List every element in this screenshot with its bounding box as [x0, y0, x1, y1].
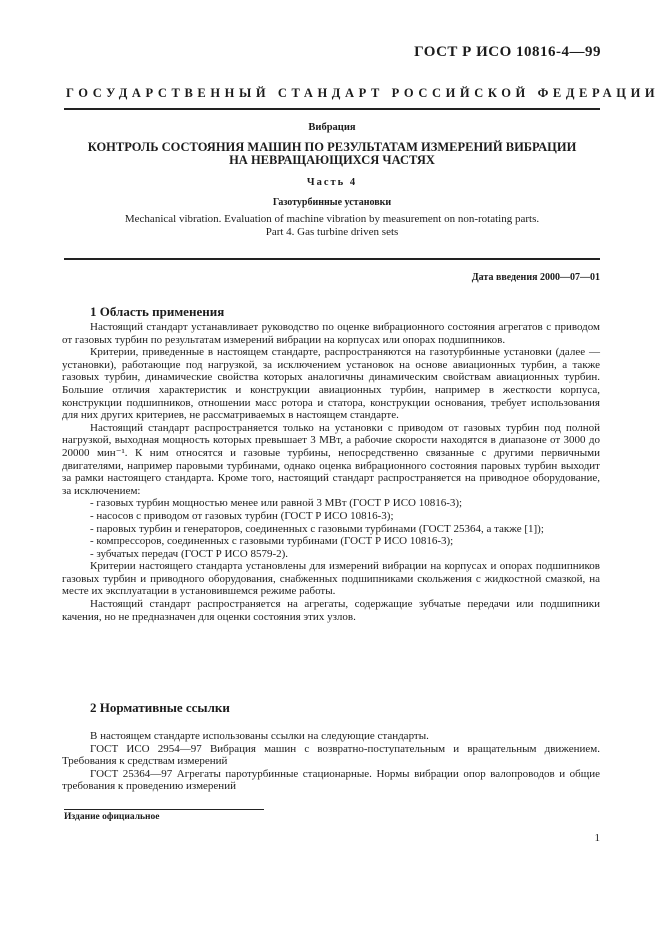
english-title-line-1: Mechanical vibration. Evaluation of machine vibration by measurement on non-rotating parts.	[124, 213, 540, 225]
page-number: 1	[594, 832, 600, 844]
part-number: Часть 4	[306, 177, 358, 188]
paragraph: В настоящем стандарте использованы ссылки на следующие стандарты.	[90, 730, 429, 742]
section-2-body	[62, 730, 600, 793]
paragraph: Критерии настоящего стандарта установлены для измерений вибрации на корпусах и опорах подшипников газовых турбин и приводного оборудования, снабженных подшипниками скольжения с жидкостной смазкой, на месте их эксплуатации в установившемся режиме работы.	[62, 560, 600, 598]
footer-rule	[64, 809, 264, 810]
section-2-heading: 2 Нормативные ссылки	[90, 700, 230, 715]
main-title-line-2: НА НЕВРАЩАЮЩИХСЯ ЧАСТЯХ	[229, 153, 435, 167]
section-1-heading: 1 Область применения	[90, 304, 225, 319]
paragraph: Критерии, приведенные в настоящем стандарте, распространяются на газотурбинные установки (далее — установки), работающие под нагрузкой, за исключением установок на основе авиационных турбин, а также газовых турбин, динамические свойства которых аналогичны динамическим свойствам авиационных турбин. Большие отличия характеристик и конструкции авиационных турбин, например в жесткости корпуса, конструкции подшипников, отношении масс ротора и статора, конструкции основания, требует использования для них других критериев, не рассматриваемых в настоящем стандарте.	[62, 346, 600, 422]
title-rule	[64, 258, 600, 260]
paragraph: ГОСТ ИСО 2954—97 Вибрация машин с возвратно-поступательным и вращательным движением. Требования к средствам измерений	[62, 742, 600, 768]
document-code: ГОСТ Р ИСО 10816-4—99	[414, 44, 601, 60]
main-title-line-1: КОНТРОЛЬ СОСТОЯНИЯ МАШИН ПО РЕЗУЛЬТАТАМ ИЗМЕРЕНИЙ ВИБРАЦИИ	[87, 140, 577, 154]
list-item: - компрессоров, соединенных с газовыми турбинами (ГОСТ Р ИСО 10816-3);	[90, 535, 454, 548]
list-item: - паровых турбин и генераторов, соединенных с газовыми турбинами (ГОСТ 25364, а также [1]);	[90, 522, 544, 535]
paragraph: Настоящий стандарт распространяется на агрегаты, содержащие зубчатые передачи или подшипники качения, но не предназначен для оценки состояния этих узлов.	[62, 598, 600, 623]
section-1-body	[62, 321, 600, 623]
state-standard-title: ГОСУДАРСТВЕННЫЙ СТАНДАРТ РОССИЙСКОЙ ФЕДЕРАЦИИ	[66, 86, 660, 100]
paragraph: Настоящий стандарт устанавливает руководство по оценке вибрационного состояния агрегатов с приводом от газовых турбин по результатам измерений вибрации на корпусах или опорах подшипников.	[62, 321, 600, 346]
title-block	[64, 121, 600, 239]
topic-title: Вибрация	[308, 122, 356, 133]
list-item: - насосов с приводом от газовых турбин (ГОСТ Р ИСО 10816-3);	[90, 509, 394, 522]
list-item: - газовых турбин мощностью менее или равной 3 МВт (ГОСТ Р ИСО 10816-3);	[90, 497, 463, 510]
introduction-date: Дата введения 2000—07—01	[471, 272, 600, 283]
paragraph: ГОСТ 25364—97 Агрегаты паротурбинные стационарные. Нормы вибрации опор валопроводов и общие требования к проведению измерений	[62, 767, 600, 793]
paragraph: Настоящий стандарт распространяется только на установки с приводом от газовых турбин под полной нагрузкой, выходная мощность которых превышает 3 МВт, а рабочие скорости находятся в диапазоне от 3000 до 20000 мин⁻¹. К ним относятся и газовые турбины, непосредственно связанные с другими первичными двигателями, например паровыми турбинами, однако оценка вибрационного состояния паровых турбин выходит за рамки настоящего стандарта. Кроме того, настоящий стандарт распространяется на приводное оборудование, за исключением:	[62, 421, 600, 497]
english-title-line-2: Part 4. Gas turbine driven sets	[265, 226, 399, 238]
list-item: - зубчатых передач (ГОСТ Р ИСО 8579-2).	[90, 547, 289, 560]
top-rule	[64, 108, 600, 110]
edition-label: Издание официальное	[64, 812, 160, 822]
part-title: Газотурбинные установки	[272, 197, 392, 208]
